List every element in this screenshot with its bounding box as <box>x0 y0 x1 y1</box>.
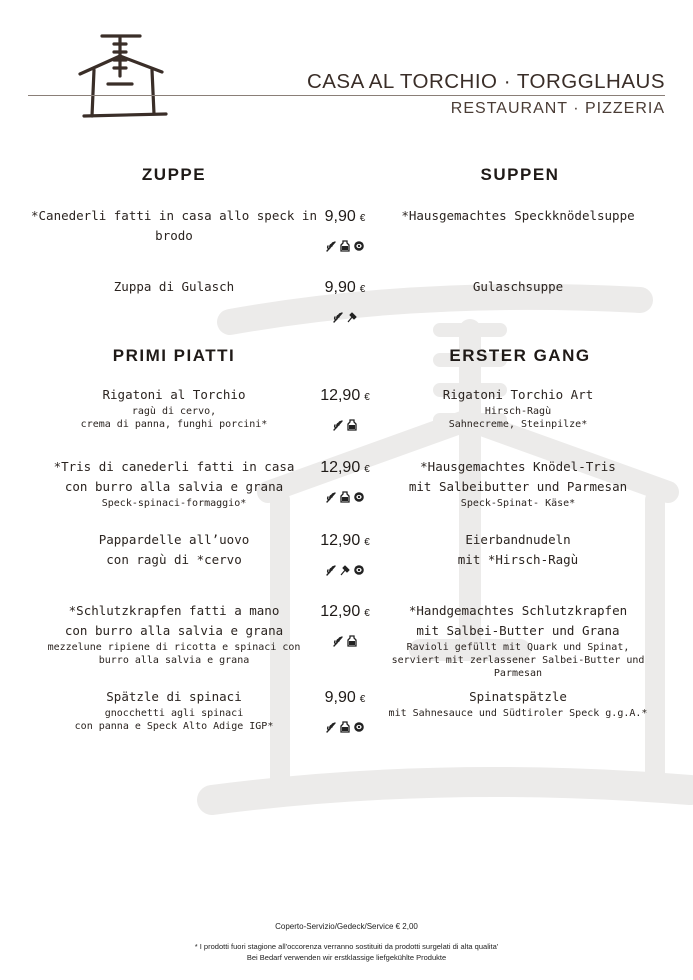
price-currency: € <box>364 392 370 403</box>
egg-icon <box>353 721 365 733</box>
grain-icon <box>325 721 337 733</box>
price-value: 9,90 <box>324 689 356 706</box>
dish-name-de: Gulaschsuppe <box>472 279 564 294</box>
dish-desc-de: mit Sahnesauce und Südtiroler Speck g.g.A.* <box>388 708 648 719</box>
dish-name-it: Pappardelle all’uovo con ragù di *cervo <box>98 532 250 567</box>
restaurant-name: CASA AL TORCHIO · TORGGLHAUS <box>306 70 665 93</box>
dish-italian <box>24 687 324 733</box>
price-currency: € <box>364 608 370 619</box>
heading-erster-gang: ERSTER GANG <box>449 346 591 365</box>
price-value: 12,90 <box>320 387 361 404</box>
price-currency: € <box>364 464 370 475</box>
celery-icon <box>346 311 358 323</box>
dish-name-de: *Handgemachtes Schlutzkrapfen mit Salbei-Butter und Grana <box>408 603 628 638</box>
dish-italian <box>24 277 324 297</box>
dish-desc-it: mezzelune ripiene di ricotta e spinaci con burro alla salvia e grana <box>47 642 301 666</box>
milk-icon <box>346 635 358 647</box>
grain-icon <box>332 419 344 431</box>
dish-desc-it: gnocchetti agli spinaci con panna e Speck Alto Adige IGP* <box>74 708 274 732</box>
milk-icon <box>339 491 351 503</box>
dish-name-de: Eierbandnudeln mit *Hirsch-Ragù <box>457 532 579 567</box>
dish-german <box>368 530 668 570</box>
egg-icon <box>353 491 365 503</box>
allergen-icons <box>300 240 390 252</box>
dish-italian <box>24 457 324 510</box>
dish-german <box>368 206 668 226</box>
heading-suppen: SUPPEN <box>480 165 560 184</box>
dish-german <box>368 687 668 720</box>
dish-name-it: Zuppa di Gulasch <box>113 279 235 294</box>
cover-charge: Coperto-Servizio/Gedeck/Service € 2,00 <box>275 922 418 931</box>
dish-name-it: Rigatoni al Torchio <box>102 387 246 402</box>
dish-name-de: Rigatoni Torchio Art <box>442 387 594 402</box>
note-german: Bei Bedarf verwenden wir erstklassige liefgekühlte Produkte <box>246 953 447 962</box>
price-currency: € <box>359 284 366 295</box>
grain-icon <box>325 240 337 252</box>
restaurant-subtitle: RESTAURANT · PIZZERIA <box>450 100 665 117</box>
heading-zuppe: ZUPPE <box>141 165 207 184</box>
grain-icon <box>332 635 344 647</box>
brand-block <box>307 70 665 118</box>
egg-icon <box>353 564 365 576</box>
dish-name-it: *Tris di canederli fatti in casa con burro alla salvia e grana <box>53 459 295 494</box>
grain-icon <box>325 564 337 576</box>
dish-italian <box>24 385 324 431</box>
price-value: 9,90 <box>324 208 356 225</box>
price-value: 12,90 <box>320 459 361 476</box>
dish-desc-de: Hirsch-Ragù Sahnecreme, Steinpilze* <box>448 406 588 430</box>
dish-italian <box>24 206 324 246</box>
dish-italian <box>24 601 324 667</box>
dish-name-it: *Schlutzkrapfen fatti a mano con burro alla salvia e grana <box>64 603 284 638</box>
torchio-logo <box>78 32 170 120</box>
grain-icon <box>332 311 344 323</box>
dish-name-it: *Canederli fatti in casa allo speck in brodo <box>31 208 317 243</box>
grain-icon <box>325 491 337 503</box>
celery-icon <box>339 564 351 576</box>
dish-german <box>368 277 668 297</box>
milk-icon <box>346 419 358 431</box>
price-currency: € <box>359 213 366 224</box>
dish-name-de: *Hausgemachtes Knödel-Tris mit Salbeibutter und Parmesan <box>408 459 628 494</box>
price-currency: € <box>364 537 370 548</box>
price-currency: € <box>359 694 366 705</box>
dish-german <box>368 601 668 680</box>
milk-icon <box>339 721 351 733</box>
dish-german <box>368 457 668 510</box>
price-value: 12,90 <box>320 532 361 549</box>
note-italian: * I prodotti fuori stagione all'occorenza verranno sostituiti da prodotti surgelati di alta qualita' <box>194 942 499 951</box>
dish-name-it: Spätzle di spinaci <box>106 689 242 704</box>
dish-name-de: Spinatspätzle <box>469 689 567 704</box>
dish-german <box>368 385 668 431</box>
heading-primi-piatti: PRIMI PIATTI <box>112 346 236 365</box>
allergen-icons <box>300 721 390 733</box>
dish-desc-it: Speck-spinaci-formaggio* <box>101 498 247 509</box>
dish-name-de: *Hausgemachtes Speckknödelsuppe <box>401 208 635 223</box>
milk-icon <box>339 240 351 252</box>
dish-desc-de: Speck-Spinat- Käse* <box>460 498 576 509</box>
dish-desc-de: Ravioli gefüllt mit Quark und Spinat, serviert mit zerlassener Salbei-Butter und Parmesan <box>391 642 645 679</box>
dish-desc-it: ragù di cervo, crema di panna, funghi porcini* <box>80 406 268 430</box>
egg-icon <box>353 240 365 252</box>
price-value: 12,90 <box>320 603 361 620</box>
price-value: 9,90 <box>324 279 356 296</box>
dish-italian <box>24 530 324 570</box>
allergen-icons <box>300 311 390 323</box>
